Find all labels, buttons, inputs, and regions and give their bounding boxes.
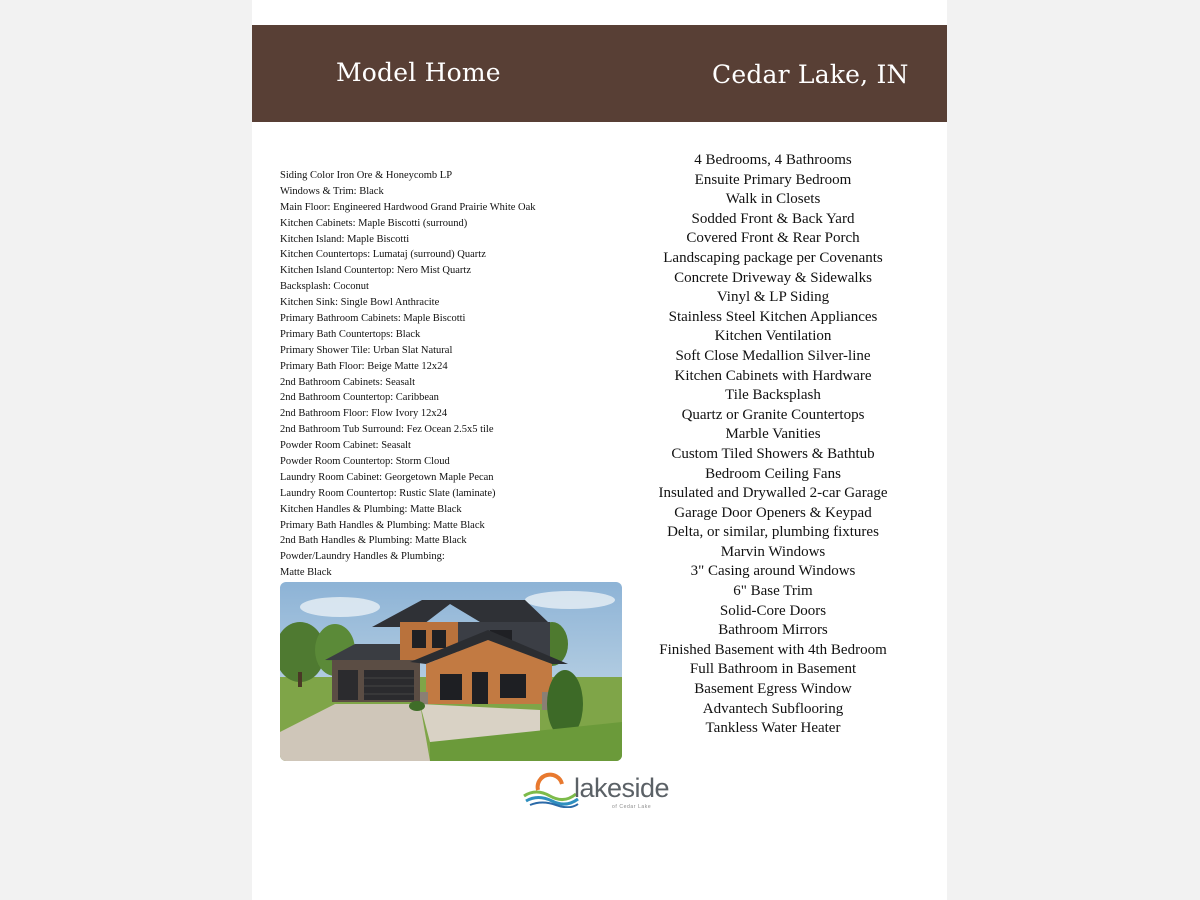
feature-item: Insulated and Drywalled 2-car Garage <box>658 485 888 502</box>
feature-item: Marble Vanities <box>725 426 821 443</box>
feature-item: Covered Front & Rear Porch <box>686 230 860 247</box>
spec-item: Kitchen Cabinets: Maple Biscotti (surround) <box>280 217 468 229</box>
header-banner <box>252 25 947 122</box>
feature-item: Soft Close Medallion Silver-line <box>675 347 871 364</box>
spec-item: Powder/Laundry Handles & Plumbing: <box>280 551 445 563</box>
feature-item: Tankless Water Heater <box>705 720 841 737</box>
flyer-page <box>252 0 947 900</box>
feature-item: Quartz or Granite Countertops <box>681 406 865 423</box>
feature-item: Stainless Steel Kitchen Appliances <box>668 308 878 325</box>
feature-item: Ensuite Primary Bedroom <box>694 171 852 188</box>
feature-item: Vinyl & LP Siding <box>716 289 830 306</box>
feature-item: Custom Tiled Showers & Bathtub <box>671 445 875 462</box>
spec-item: 2nd Bathroom Floor: Flow Ivory 12x24 <box>280 408 448 420</box>
spec-item: Primary Bath Floor: Beige Matte 12x24 <box>280 360 448 372</box>
feature-item: Advantech Subflooring <box>702 700 844 717</box>
spec-item: Primary Shower Tile: Urban Slat Natural <box>280 344 453 356</box>
finish-specs-list <box>280 168 625 581</box>
spec-item: Kitchen Island Countertop: Nero Mist Quartz <box>280 265 471 277</box>
spec-item: 2nd Bath Handles & Plumbing: Matte Black <box>280 535 467 547</box>
spec-item: Kitchen Countertops: Lumataj (surround) Quartz <box>280 249 486 261</box>
feature-item: Bathroom Mirrors <box>718 622 828 639</box>
feature-item: Kitchen Cabinets with Hardware <box>674 367 872 384</box>
spec-item: Primary Bath Countertops: Black <box>280 328 421 340</box>
spec-item: Laundry Room Countertop: Rustic Slate (laminate) <box>280 487 496 499</box>
spec-item: Kitchen Sink: Single Bowl Anthracite <box>280 297 440 309</box>
spec-item: Matte Black <box>280 567 332 579</box>
spec-item: Laundry Room Cabinet: Georgetown Maple Pecan <box>280 471 494 483</box>
feature-item: Garage Door Openers & Keypad <box>674 504 872 521</box>
feature-item: Concrete Driveway & Sidewalks <box>674 269 872 286</box>
spec-item: Kitchen Handles & Plumbing: Matte Black <box>280 503 462 515</box>
house-rendering-image <box>280 582 622 761</box>
feature-item: 3" Casing around Windows <box>690 563 856 580</box>
spec-item: 2nd Bathroom Cabinets: Seasalt <box>280 376 416 388</box>
spec-item: Primary Bathroom Cabinets: Maple Biscotti <box>280 313 466 325</box>
lakeside-logo <box>522 770 692 810</box>
logo-wordmark: lakeside <box>574 773 670 803</box>
spec-item: Kitchen Island: Maple Biscotti <box>280 233 410 245</box>
feature-item: 4 Bedrooms, 4 Bathrooms <box>694 152 852 168</box>
lake-waves-icon <box>522 772 580 808</box>
spec-item: Powder Room Cabinet: Seasalt <box>280 440 411 452</box>
feature-item: Landscaping package per Covenants <box>663 249 883 266</box>
header-location: Cedar Lake, IN <box>712 60 909 89</box>
feature-item: Kitchen Ventilation <box>714 328 832 345</box>
spec-item: 2nd Bathroom Countertop: Caribbean <box>280 392 439 404</box>
feature-item: Tile Backsplash <box>725 387 821 404</box>
feature-item: Full Bathroom in Basement <box>689 661 857 678</box>
spec-item: 2nd Bathroom Tub Surround: Fez Ocean 2.5x5 tile <box>280 424 494 436</box>
spec-item: Backsplash: Coconut <box>280 281 369 293</box>
features-list <box>648 151 898 739</box>
feature-item: Marvin Windows <box>720 543 826 560</box>
spec-item: Powder Room Countertop: Storm Cloud <box>280 456 450 468</box>
feature-item: Walk in Closets <box>725 191 821 208</box>
spec-item: Main Floor: Engineered Hardwood Grand Prairie White Oak <box>280 201 536 213</box>
spec-item: Primary Bath Handles & Plumbing: Matte Black <box>280 519 485 531</box>
header-title: Model Home <box>336 58 501 87</box>
logo-tagline: of Cedar Lake <box>612 804 652 810</box>
feature-item: Delta, or similar, plumbing fixtures <box>667 524 879 541</box>
feature-item: Finished Basement with 4th Bedroom <box>659 641 887 658</box>
feature-item: Sodded Front & Back Yard <box>691 210 855 227</box>
spec-item: Windows & Trim: Black <box>280 185 384 197</box>
feature-item: Bedroom Ceiling Fans <box>705 465 841 482</box>
feature-item: Solid-Core Doors <box>719 602 827 619</box>
spec-item: Siding Color Iron Ore & Honeycomb LP <box>280 170 453 181</box>
feature-item: Basement Egress Window <box>694 681 852 698</box>
feature-item: 6" Base Trim <box>733 583 813 600</box>
